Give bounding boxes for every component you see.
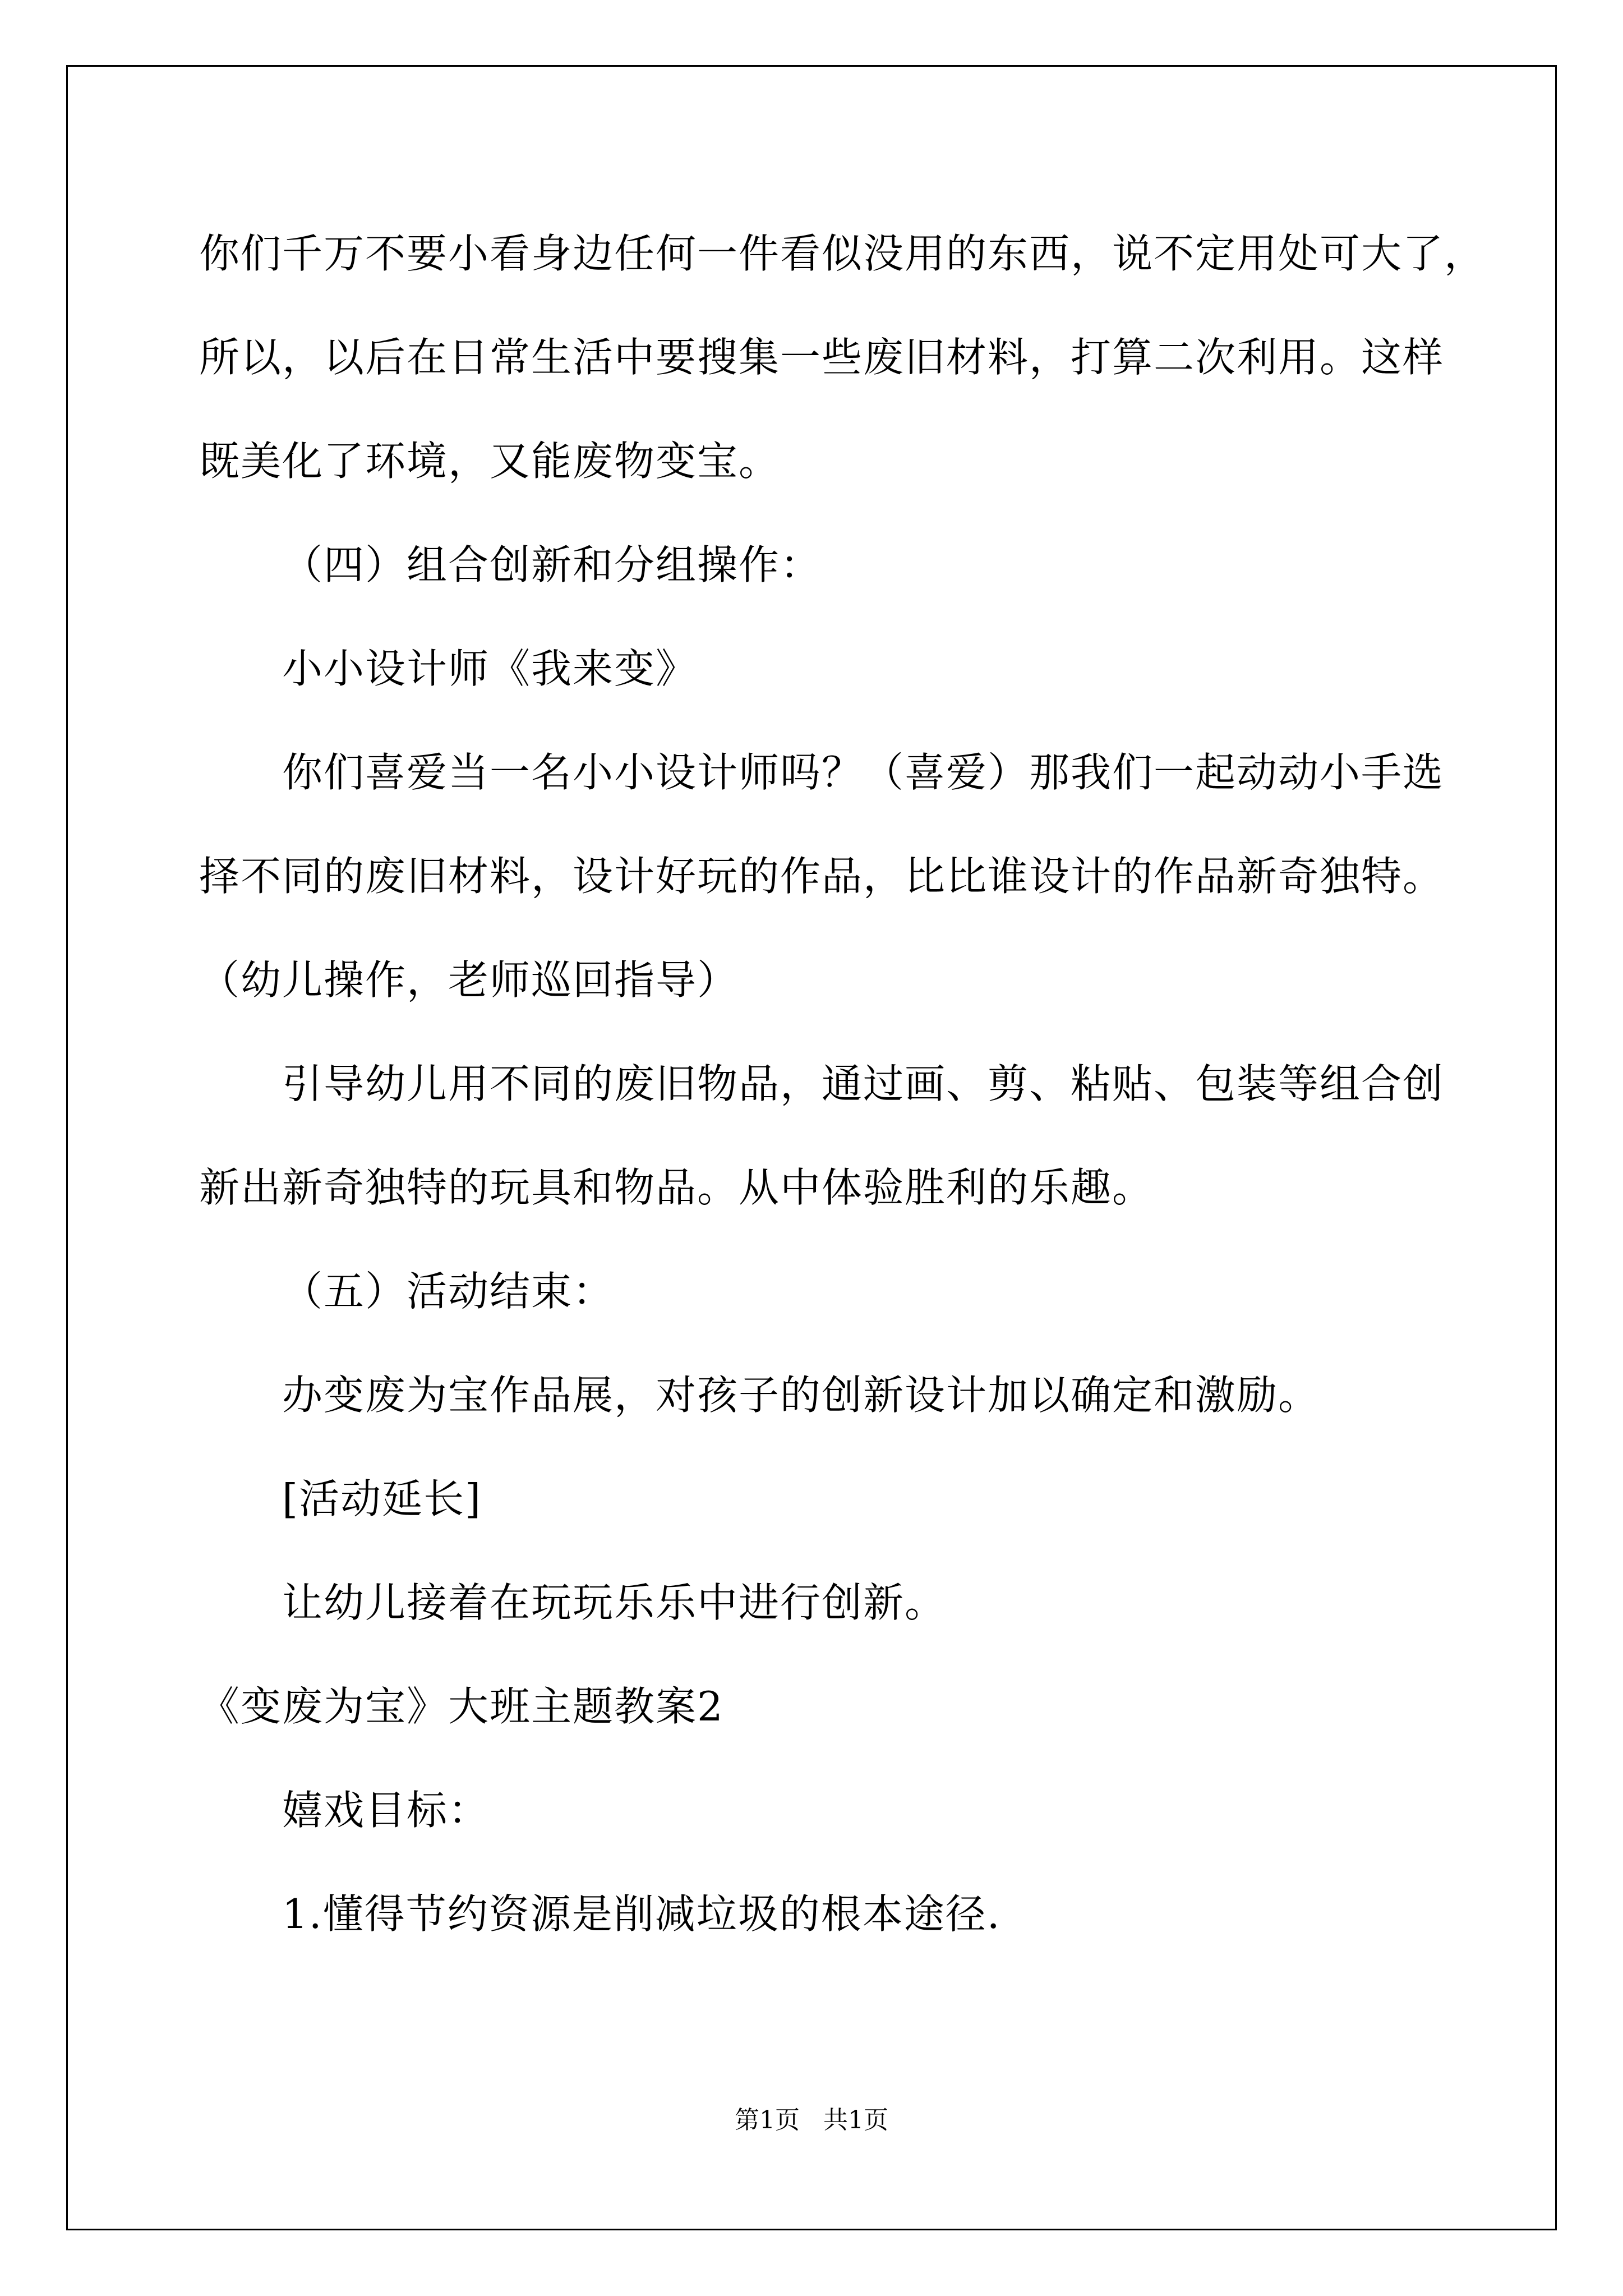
paragraph-line: 择不同的废旧材料，设计好玩的作品，比比谁设计的作品新奇独特。 bbox=[199, 853, 1445, 900]
paragraph-line: 小小设计师《我来变》 bbox=[282, 645, 698, 692]
section-heading: （四）组合创新和分组操作： bbox=[282, 541, 822, 588]
paragraph-line: （幼儿操作，老师巡回指导） bbox=[199, 956, 739, 1004]
page-footer bbox=[0, 2104, 1623, 2137]
page-number-current: 第1页 bbox=[735, 2106, 800, 2134]
section-heading: （五）活动结束： bbox=[282, 1268, 615, 1315]
paragraph-line: 引导幼儿用不同的废旧物品，通过画、剪、粘贴、包装等组合创 bbox=[282, 1060, 1445, 1107]
paragraph-line: 所以，以后在日常生活中要搜集一些废旧材料，打算二次利用。这样 bbox=[199, 334, 1445, 381]
paragraph-line: 你们千万不要小看身边任何一件看似没用的东西，说不定用处可大了， bbox=[199, 230, 1486, 277]
paragraph-line: 办变废为宝作品展，对孩子的创新设计加以确定和激励。 bbox=[282, 1372, 1320, 1419]
document-title: 《变废为宝》大班主题教案2 bbox=[199, 1683, 724, 1730]
paragraph-line: 新出新奇独特的玩具和物品。从中体验胜利的乐趣。 bbox=[199, 1164, 1154, 1211]
paragraph-line: 你们喜爱当一名小小设计师吗？（喜爱）那我们一起动动小手选 bbox=[282, 749, 1445, 796]
list-item: 1.懂得节约资源是削减垃圾的根本途径. bbox=[282, 1890, 1001, 1938]
section-heading: [活动延长] bbox=[282, 1475, 482, 1522]
section-heading: 嬉戏目标： bbox=[282, 1787, 490, 1834]
page-number-total: 共1页 bbox=[823, 2106, 888, 2134]
paragraph-line: 既美化了环境，又能废物变宝。 bbox=[199, 438, 781, 485]
paragraph-line: 让幼儿接着在玩玩乐乐中进行创新。 bbox=[282, 1579, 947, 1626]
